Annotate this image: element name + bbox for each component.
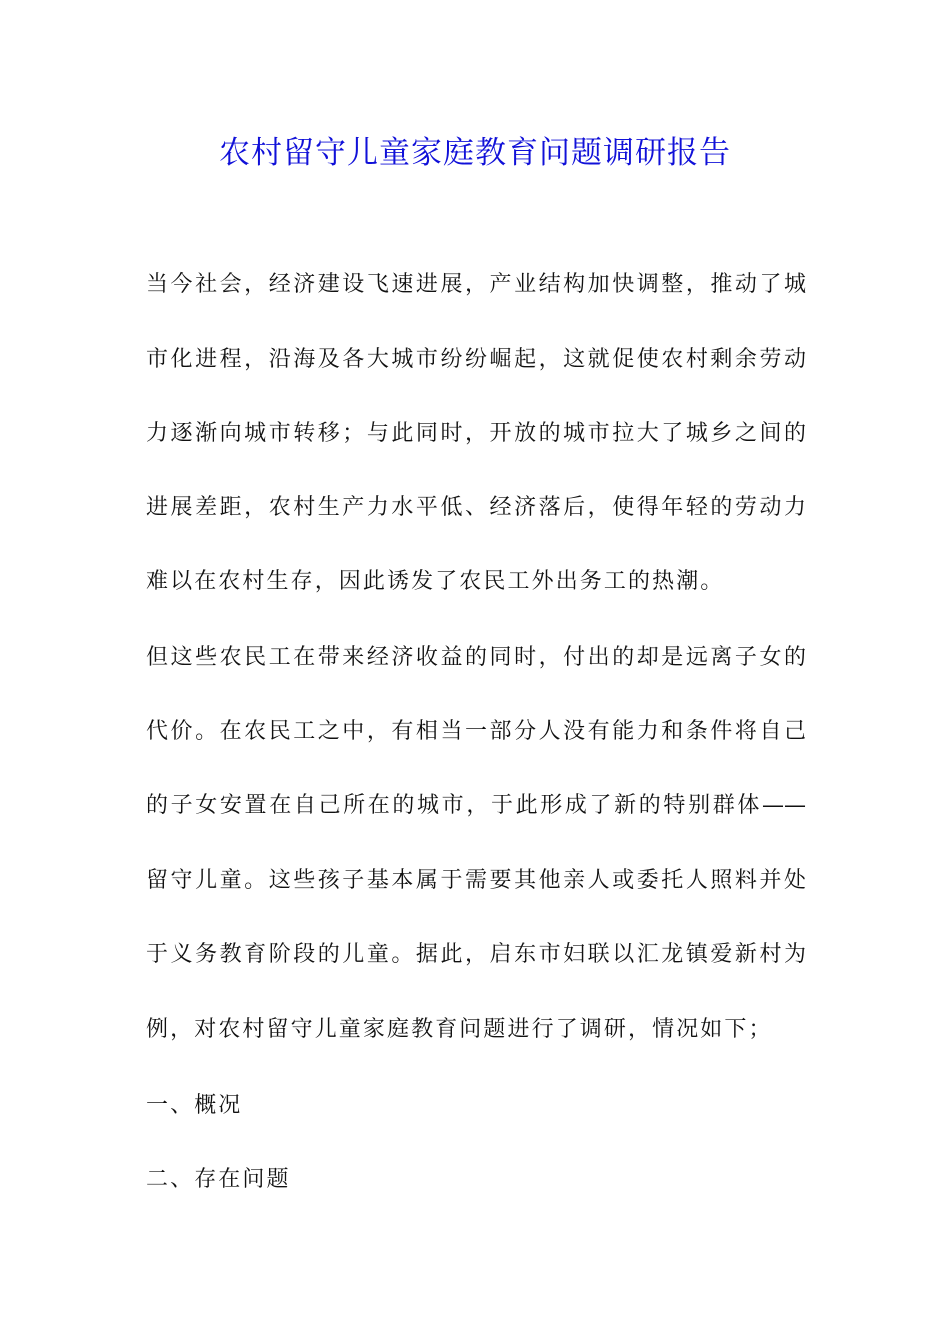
paragraph-line: 但这些农民工在带来经济收益的同时，付出的却是远离子女的 xyxy=(146,645,806,670)
section-heading-overview: 一、概况 xyxy=(146,1093,243,1118)
paragraph-line: 留守儿童。这些孩子基本属于需要其他亲人或委托人照料并处 xyxy=(146,868,806,893)
paragraph-line: 当今社会，经济建设飞速进展，产业结构加快调整，推动了城 xyxy=(146,272,806,297)
paragraph-line: 例，对农村留守儿童家庭教育问题进行了调研，情况如下； xyxy=(146,1017,773,1042)
document-title: 农村留守儿童家庭教育问题调研报告 xyxy=(219,135,731,171)
paragraph-line: 进展差距，农村生产力水平低、经济落后，使得年轻的劳动力 xyxy=(146,495,806,520)
paragraph-line: 市化进程，沿海及各大城市纷纷崛起，这就促使农村剩余劳动 xyxy=(146,347,806,372)
paragraph-line: 于义务教育阶段的儿童。据此，启东市妇联以汇龙镇爱新村为 xyxy=(146,942,806,967)
paragraph-line: 的子女安置在自己所在的城市，于此形成了新的特别群体—— xyxy=(146,793,806,818)
paragraph-line: 力逐渐向城市转移；与此同时，开放的城市拉大了城乡之间的 xyxy=(146,421,806,446)
paragraph-line: 难以在农村生存，因此诱发了农民工外出务工的热潮。 xyxy=(146,569,725,594)
paragraph-line: 代价。在农民工之中，有相当一部分人没有能力和条件将自己 xyxy=(146,719,806,744)
section-heading-problems: 二、存在问题 xyxy=(146,1167,291,1192)
